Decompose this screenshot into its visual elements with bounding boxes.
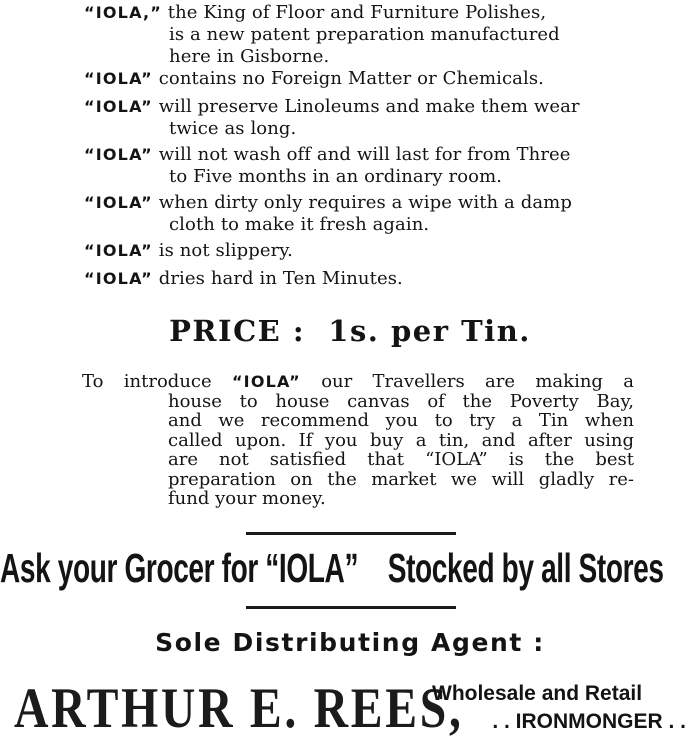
trade-line: . . IRONMONGER . .	[492, 710, 686, 733]
price-heading	[0, 314, 700, 348]
brand-name: “IOLA”	[84, 269, 153, 288]
intro-line: and we recommend you to try a Tin when	[168, 410, 634, 431]
claim-text: cloth to make it fresh again.	[169, 214, 430, 235]
trade-line: Wholesale and Retail	[432, 682, 643, 705]
claim-4	[84, 144, 644, 188]
brand-name: “IOLA”	[84, 69, 153, 88]
intro-line: preparation on the market we will gladly re-	[168, 468, 634, 490]
intro-line: To introduce “IOLA” our Travellers are making a	[82, 371, 634, 392]
claim-text: dries hard in Ten Minutes.	[152, 268, 403, 289]
claim-text: when dirty only requires a wipe with a damp	[152, 192, 572, 213]
brand-name: “IOLA”	[84, 241, 153, 260]
intro-line: are not satisfied that “IOLA” is the best	[168, 449, 634, 470]
sole-agent-label: Sole Distributing Agent :	[155, 628, 545, 657]
claim-3	[84, 96, 644, 140]
intro-line: house to house canvas of the Poverty Bay,	[168, 390, 634, 412]
price-label: PRICE :	[169, 314, 306, 348]
claim-text: contains no Foreign Matter or Chemicals.	[152, 68, 544, 89]
trade-description	[432, 680, 694, 736]
claim-text: will not wash off and will last for from Three	[152, 144, 571, 165]
claim-5	[84, 192, 644, 236]
brand-name: “IOLA”	[84, 193, 153, 212]
claim-text: is a new patent preparation manufactured	[169, 24, 560, 45]
divider-rule	[246, 532, 456, 535]
brand-name: “IOLA”	[84, 145, 153, 164]
intro-paragraph	[82, 372, 634, 509]
claim-text: is not slippery.	[152, 240, 293, 261]
brand-name: “IOLA,”	[84, 3, 162, 22]
claim-7	[84, 268, 644, 290]
claim-1	[84, 2, 644, 68]
divider-rule	[246, 606, 456, 609]
stocked-text: Stocked by all Stores	[387, 545, 664, 591]
claim-2	[84, 68, 644, 90]
price-value: 1s. per Tin.	[328, 314, 531, 348]
intro-line: called upon. If you buy a tin, and after using	[168, 429, 634, 451]
agent-name: ARTHUR E. REES,	[14, 677, 464, 740]
ask-grocer-banner	[0, 545, 664, 612]
claim-text: will preserve Linoleums and make them wear	[152, 96, 580, 117]
brand-name: “IOLA”	[84, 97, 153, 116]
brand-name: “IOLA”	[231, 372, 301, 391]
claim-text: the King of Floor and Furniture Polishes,	[161, 2, 547, 23]
claim-text: here in Gisborne.	[169, 46, 330, 67]
intro-line: fund your money.	[168, 488, 326, 509]
claim-text: twice as long.	[169, 118, 297, 139]
claim-text: to Five months in an ordinary room.	[169, 166, 503, 187]
claim-6	[84, 240, 644, 262]
ask-grocer-text: Ask your Grocer for “IOLA”	[0, 545, 359, 591]
